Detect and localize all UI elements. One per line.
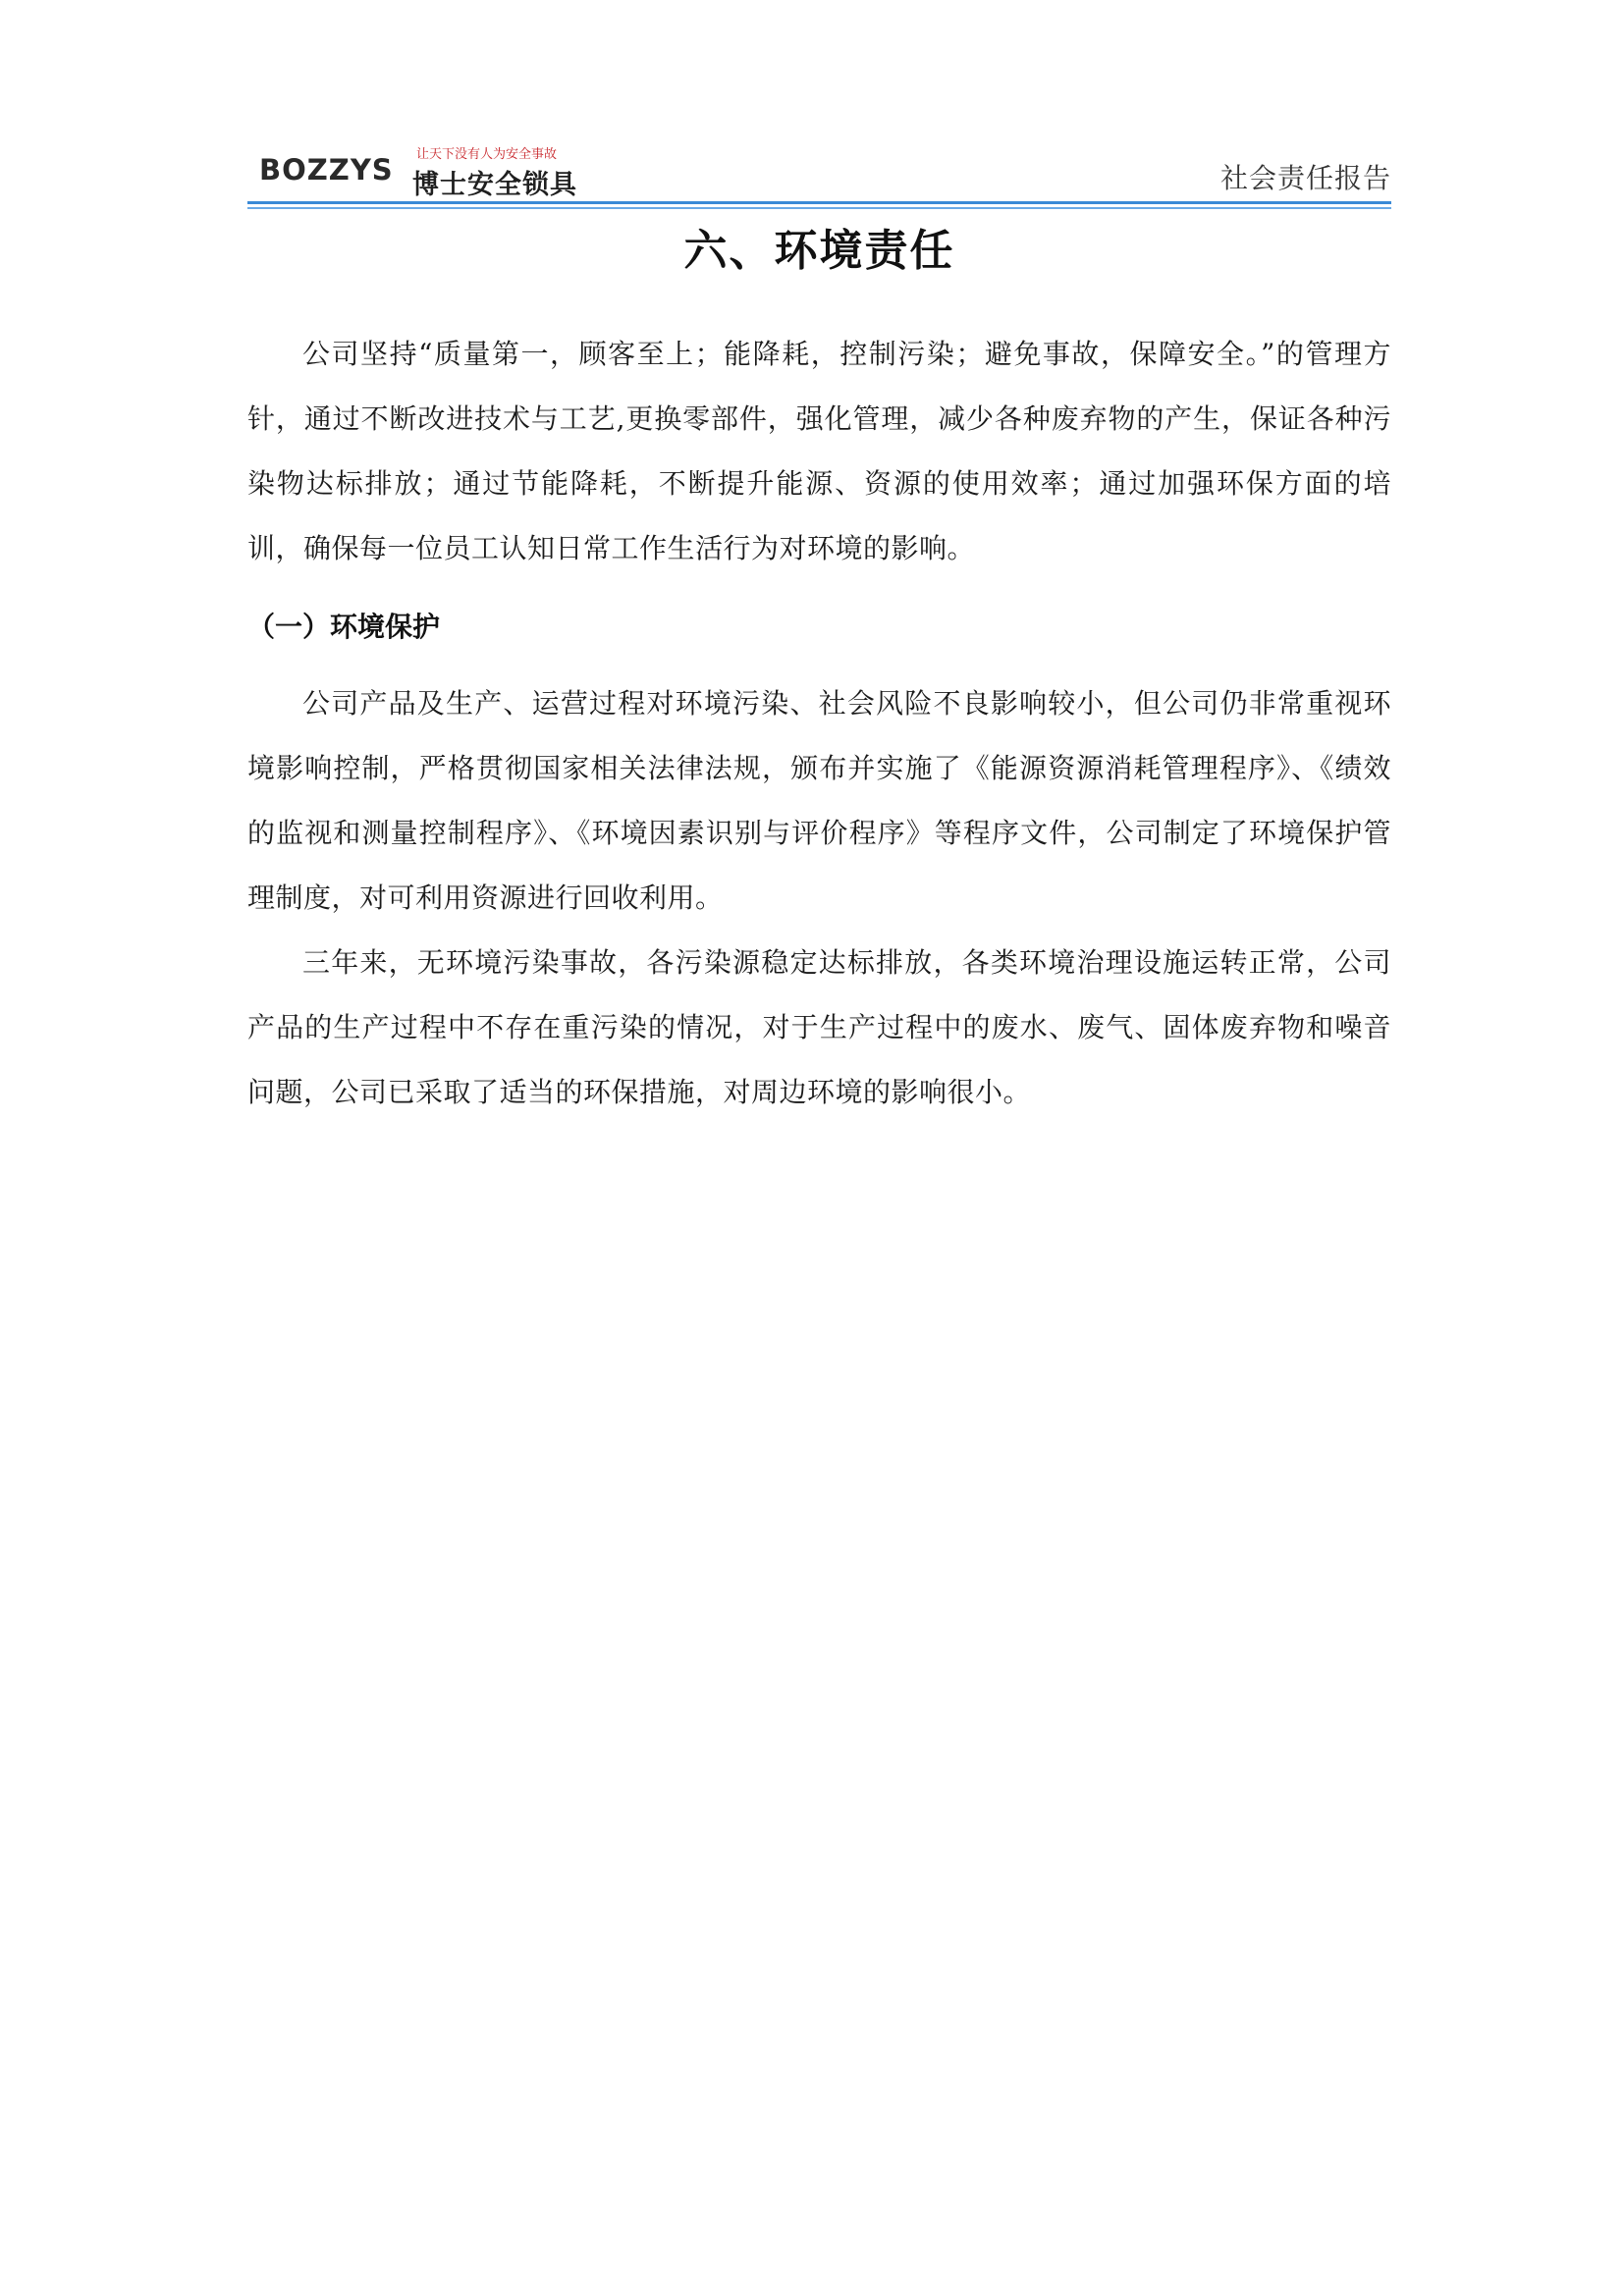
body-paragraph: 公司产品及生产、运营过程对环境污染、社会风险不良影响较小，但公司仍非常重视环境影响控制，严格贯彻国家相关法律法规，颁布并实施了《能源资源消耗管理程序》、《绩效的监视和测量控制程序》、《环境因素识别与评价程序》等程序文件，公司制定了环境保护管理制度，对可利用资源进行回收利用。 bbox=[247, 687, 1391, 914]
logo-slogan: 让天下没有人为安全事故 bbox=[416, 147, 558, 162]
header-divider bbox=[247, 201, 1391, 204]
subsection-heading: （一）环境保护 bbox=[247, 611, 441, 643]
body-paragraph: 三年来，无环境污染事故，各污染源稳定达标排放，各类环境治理设施运转正常，公司产品的生产过程中不存在重污染的情况，对于生产过程中的废水、废气、固体废弃物和噪音问题，公司已采取了适当的环保措施，对周边环境的影响很小。 bbox=[247, 946, 1391, 1108]
logo-wordmark: BOZZYS bbox=[259, 153, 394, 187]
page-header bbox=[247, 116, 1391, 202]
company-logo bbox=[255, 132, 589, 200]
report-title: 社会责任报告 bbox=[1219, 162, 1391, 194]
section-title: 六、环境责任 bbox=[683, 226, 955, 276]
intro-paragraph: 公司坚持“质量第一，顾客至上；能降耗，控制污染；避免事故，保障安全。”的管理方针，通过不断改进技术与工艺,更换零部件，强化管理，减少各种废弃物的产生，保证各种污染物达标排放；通过节能降耗，不断提升能源、资源的使用效率；通过加强环保方面的培训，确保每一位员工认知日常工作生活行为对环境的影响。 bbox=[247, 338, 1391, 564]
header-divider-secondary bbox=[247, 207, 1391, 209]
logo-brand-name: 博士安全锁具 bbox=[412, 170, 577, 200]
page-content bbox=[247, 222, 1391, 1125]
